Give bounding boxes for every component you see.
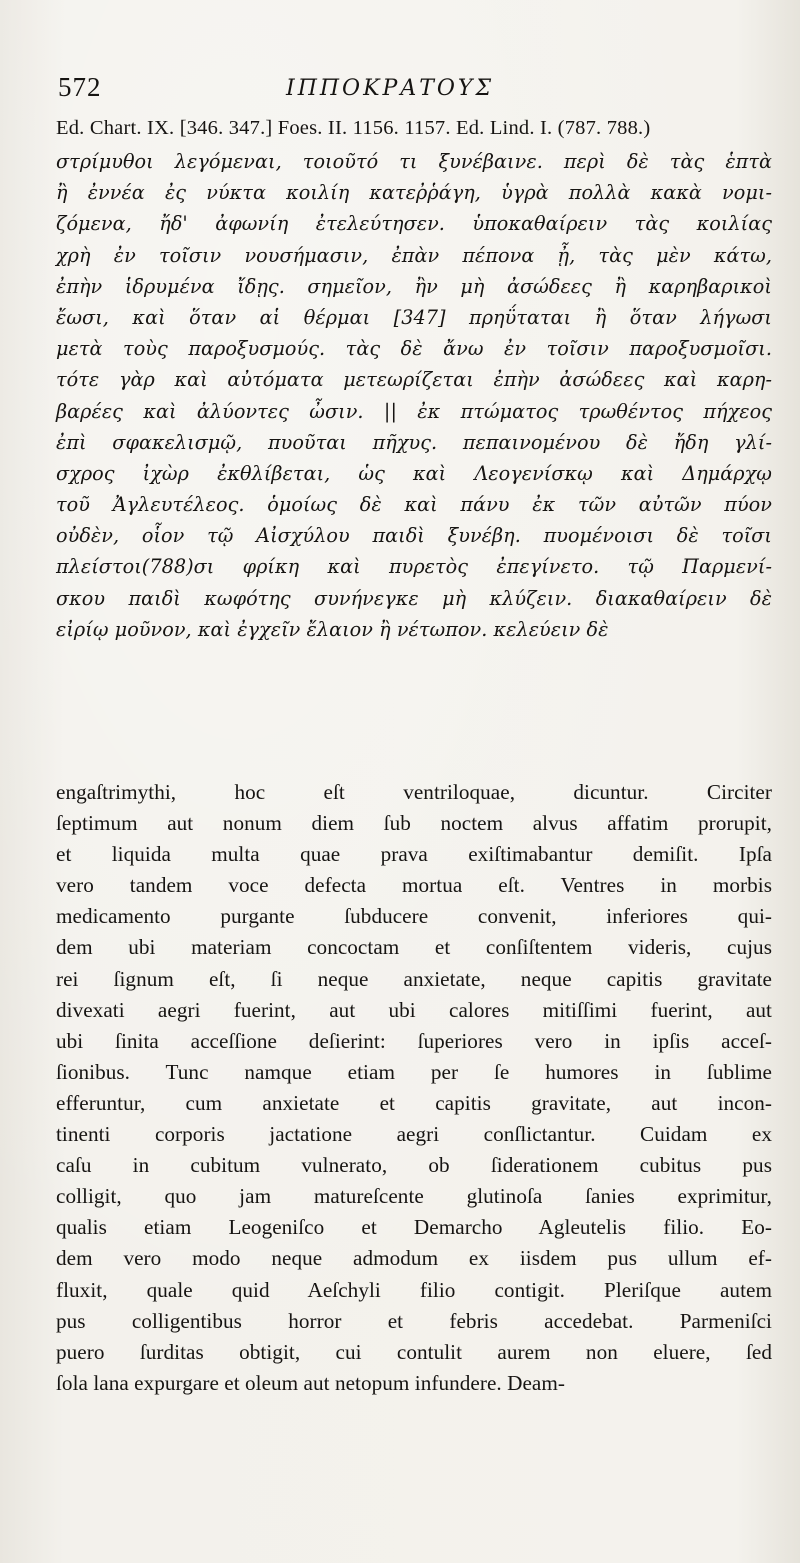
running-head: ΙΠΠΟΚΡΑΤΟΥΣ xyxy=(286,76,495,101)
latin-text-line: vero tandem voce defecta mortua eſt. Ventres in morbis xyxy=(56,873,772,898)
latin-text-block xyxy=(56,777,772,1399)
latin-text-line: ſeptimum aut nonum diem ſub noctem alvus affatim prorupit, xyxy=(56,811,772,836)
latin-text-line: ſola lana expurgare et oleum aut netopum infundere. Deam- xyxy=(56,1370,566,1395)
greek-text-line: ἢ ἐννέα ἐς νύκτα κοιλίη κατεῤῥάγη, ὑγρὰ πολλὰ κακὰ νομι- xyxy=(56,181,772,205)
latin-text-line: fluxit, quale quid Aeſchyli filio contigit. Pleriſque autem xyxy=(56,1277,772,1302)
page-number: 572 xyxy=(58,72,102,102)
greek-text-line: στρίμυθοι λεγόμεναι, τοιοῦτό τι ξυνέβαινε. περὶ δὲ τὰς ἑπτὰ xyxy=(56,150,772,173)
latin-text-line: dem vero modo neque admodum ex iisdem pus ullum ef- xyxy=(56,1246,772,1271)
greek-text-line: ἔωσι, καὶ ὅταν αἱ θέρμαι [347] πρηΰταται ἢ ὅταν λήγωσι xyxy=(56,305,772,329)
latin-text-line: engaſtrimythi, hoc eſt ventriloquae, dicuntur. Circiter xyxy=(56,780,772,804)
latin-text-line: qualis etiam Leogeniſco et Demarcho Agleutelis filio. Eo- xyxy=(56,1215,772,1240)
greek-text-line: πλείστοι(788)σι φρίκη καὶ πυρετὸς ἐπεγίνετο. τῷ Παρμενί- xyxy=(56,555,772,579)
greek-text-line: σχρος ἰχὼρ ἐκθλίβεται, ὡς καὶ Λεογενίσκῳ καὶ Δημάρχῳ xyxy=(56,461,772,485)
greek-text-line: οὐδὲν, οἷον τῷ Αἰσχύλου παιδὶ ξυνέβη. πυομένοισι δὲ τοῖσι xyxy=(56,524,772,548)
latin-text-line: rei ſignum eſt, ſi neque anxietate, neque capitis gravitate xyxy=(56,966,772,991)
edition-reference-line: Ed. Chart. IX. [346. 347.] Foes. II. 1156. 1157. Ed. Lind. I. (787. 788.) xyxy=(56,117,651,139)
greek-text-line: τοῦ Ἀγλευτέλεος. ὁμοίως δὲ καὶ πάνυ ἐκ τῶν αὐτῶν πύον xyxy=(56,493,772,517)
latin-text-line: medicamento purgante ſubducere convenit, inferiores qui- xyxy=(56,904,772,929)
latin-text-line: ſionibus. Tunc namque etiam per ſe humores in ſublime xyxy=(56,1059,772,1084)
greek-text-block xyxy=(56,146,772,645)
greek-text-line: ἐπὴν ἱδρυμένα ἴδῃς. σημεῖον, ἢν μὴ ἀσώδεες ἢ καρηβαρικοὶ xyxy=(56,274,772,298)
latin-text-line: divexati aegri fuerint, aut ubi calores mitiſſimi fuerint, aut xyxy=(56,997,772,1022)
latin-text-line: puero ſurditas obtigit, cui contulit aurem non eluere, ſed xyxy=(56,1339,772,1364)
greek-text-line: βαρέες καὶ ἀλύοντες ὦσιν. || ἐκ πτώματος τρωθέντος πήχεος xyxy=(56,399,772,423)
latin-text-line: tinenti corporis jactatione aegri conſlictantur. Cuidam ex xyxy=(56,1122,772,1147)
greek-text-line: χρὴ ἐν τοῖσιν νουσήμασιν, ἐπὰν πέπονα ᾖ, τὰς μὲν κάτω, xyxy=(56,243,772,267)
greek-text-line: τότε γὰρ καὶ αὐτόματα μετεωρίζεται ἐπὴν ἀσώδεες καὶ καρη- xyxy=(56,368,772,392)
page-header xyxy=(58,66,758,106)
greek-text-line: εἰρίῳ μοῦνον, καὶ ἐγχεῖν ἔλαιον ἢ νέτωπον. κελεύειν δὲ xyxy=(56,617,609,641)
latin-text-line: dem ubi materiam concoctam et conſiſtentem videris, cujus xyxy=(56,935,772,960)
latin-text-line: colligit, quo jam matureſcente glutinoſa ſanies exprimitur, xyxy=(56,1184,772,1209)
greek-text-line: ζόμενα, ἤδ' ἀφωνίη ἐτελεύτησεν. ὑποκαθαίρειν τὰς κοιλίας xyxy=(56,212,772,236)
greek-text-line: μετὰ τοὺς παροξυσμούς. τὰς δὲ ἄνω ἐν τοῖσιν παροξυσμοῖσι. xyxy=(56,337,772,361)
latin-text-line: et liquida multa quae prava exiſtimabantur demiſit. Ipſa xyxy=(56,842,772,867)
latin-text-line: pus colligentibus horror et febris accedebat. Parmeniſci xyxy=(56,1308,772,1333)
latin-text-line: ubi ſinita acceſſione deſierint: ſuperiores vero in ipſis acceſ- xyxy=(56,1028,772,1053)
latin-text-line: caſu in cubitum vulnerato, ob ſiderationem cubitus pus xyxy=(56,1153,772,1178)
greek-text-line: ἐπὶ σφακελισμῷ, πυοῦται πῆχυς. πεπαινομένου δὲ ἤδη γλί- xyxy=(56,430,772,454)
greek-text-line: σκου παιδὶ κωφότης συνήνεγκε μὴ κλύζειν. διακαθαίρειν δὲ xyxy=(56,586,772,610)
latin-text-line: efferuntur, cum anxietate et capitis gravitate, aut incon- xyxy=(56,1090,772,1115)
